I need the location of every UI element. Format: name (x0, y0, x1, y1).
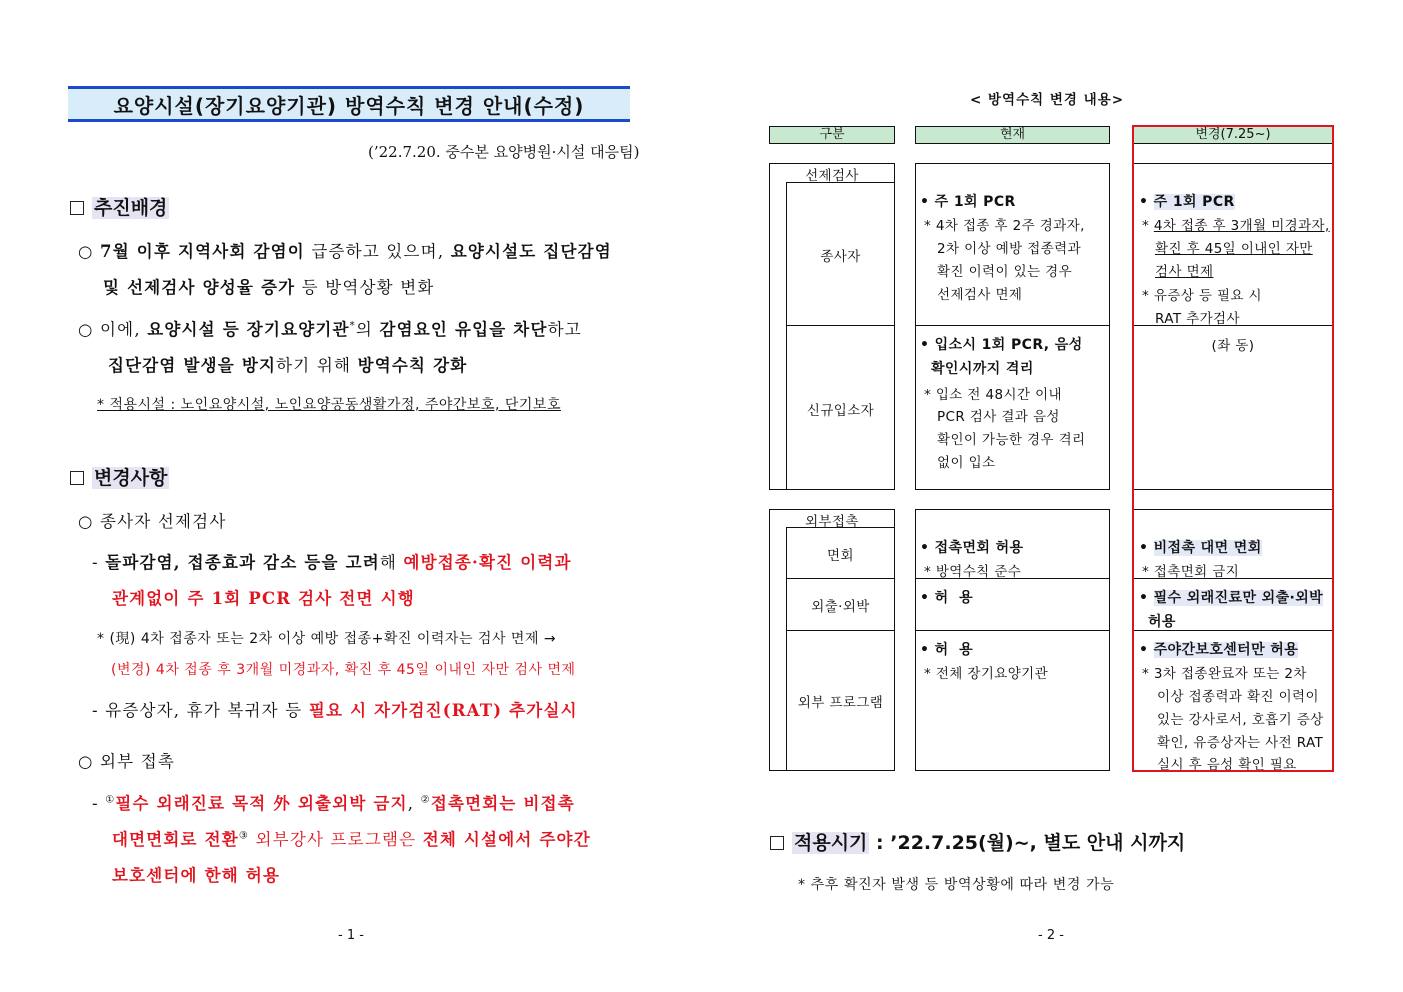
new-current-note-2: PCR 검사 결과 음성 (937, 409, 1060, 425)
visit-current-main (920, 537, 1023, 557)
prog-change-note-3: 있는 강사로서, 호흡기 증상 (1157, 712, 1324, 728)
pcm-text: 허 용 (934, 642, 974, 658)
note-1-line-2: (변경) 4차 접종 후 3개월 미경과자, 확진 후 45일 이내인 자만 검사 면제 (111, 662, 576, 678)
staff-current-note-4: 선제검사 면제 (937, 287, 1023, 303)
p2-sup: * (349, 320, 356, 332)
d2-a: 유증상자, 휴가 복귀자 등 (105, 701, 309, 720)
header-category: 구분 (769, 126, 895, 144)
circle-bullet-icon: ○ (78, 752, 101, 771)
checkbox-square-icon (70, 201, 84, 215)
out-change-line-2: 허용 (1148, 614, 1176, 630)
dot-bullet: • (1139, 540, 1154, 556)
staff-change-note-3: 검사 면제 (1155, 264, 1214, 280)
new-current-note-3: 확인이 가능한 경우 격리 (937, 432, 1086, 448)
prog-change-note-5: 실시 후 음성 확인 필요 (1157, 757, 1297, 773)
dot-bullet: • (920, 642, 935, 658)
d1-b: 해 (379, 553, 404, 572)
p1l2-bold: 및 선제검사 양성율 증가 (103, 278, 296, 297)
d1-c: 예방접종·확진 이력과 (403, 553, 572, 572)
p2l2-b: 하기 위해 (276, 356, 358, 375)
d3l2-c: 전체 시설에서 주야간 (422, 830, 591, 849)
group-label-prescreen: 선제검사 (805, 168, 859, 184)
facility-note: * 적용시설 : 노인요양시설, 노인요양공동생활가정, 주야간보호, 단기보호 (97, 397, 561, 413)
staff-change-note-1: * 4차 접종 후 3개월 미경과자, (1142, 218, 1330, 234)
change-column-highlight-frame (1132, 125, 1334, 772)
dot-bullet: • (920, 194, 935, 210)
circle-bullet-icon: ○ (78, 242, 101, 261)
d3-a: 필수 외래진료 목적 外 외출외박 금지 (115, 794, 408, 813)
dash-item-3-line-3: 보호센터에 한해 허용 (112, 866, 281, 885)
checkbox-square-icon (770, 836, 784, 850)
page-title-box (68, 86, 630, 122)
scm-text: 주 1회 PCR (934, 194, 1016, 210)
d3-circle-2: ② (420, 794, 431, 806)
apply-heading-a: 적용시기 (794, 832, 868, 854)
staff-current-note-3: 확진 이력이 있는 경우 (937, 264, 1073, 280)
p2-d: 감염요인 유입을 차단 (379, 320, 548, 339)
new-current-main-2: 확인시까지 격리 (931, 361, 1034, 377)
new-current-note-4: 없이 입소 (937, 455, 996, 471)
page-title: 요양시설(장기요양기관) 방역수칙 변경 안내(수정) (113, 93, 585, 118)
group-label-external: 외부접촉 (805, 514, 859, 530)
table-title: < 방역수칙 변경 내용> (970, 92, 1125, 108)
oc-text: 허 용 (934, 590, 974, 606)
row-label-staff: 종사자 (820, 249, 861, 265)
dot-bullet: • (920, 540, 935, 556)
d3-circle-3: ③ (238, 830, 250, 842)
row-label-new-resident: 신규입소자 (806, 403, 875, 419)
new-current-main-1 (920, 334, 1083, 354)
dash-item-2 (92, 697, 578, 721)
paragraph-1-line-1 (78, 238, 612, 262)
dash-bullet: - (92, 553, 106, 572)
row-label-program: 외부 프로그램 (797, 695, 884, 711)
vcg-text: 비접촉 대면 면회 (1153, 540, 1262, 556)
section-heading-text: 추진배경 (94, 197, 168, 219)
dot-bullet: • (920, 590, 935, 606)
d3-d: 접촉면회는 비접촉 (430, 794, 575, 813)
source-line: (’22.7.20. 중수본 요양병원·시설 대응팀) (368, 143, 640, 161)
staff-current-note-2: 2차 이상 예방 접종력과 (937, 241, 1082, 257)
sub2-text: 외부 접촉 (100, 752, 176, 771)
dot-bullet: • (1139, 642, 1154, 658)
dash-bullet: - (92, 701, 106, 720)
new-change-same: (좌 동) (1211, 338, 1255, 354)
header-current: 현재 (915, 126, 1110, 144)
prog-change-note-2: 이상 접종력과 확진 이력이 (1157, 689, 1319, 705)
staff-current-note-1: * 4차 접종 후 2주 경과자, (924, 218, 1085, 234)
dash-item-3-line-1 (92, 790, 575, 814)
checkbox-square-icon (70, 471, 84, 485)
section-heading-2-text: 변경사항 (94, 467, 168, 489)
page-number-2: - 2 - (1038, 928, 1064, 943)
p2-c: 의 (355, 320, 380, 339)
apply-heading-b: : ’22.7.25(월)~, 별도 안내 시까지 (869, 832, 1186, 854)
vcm-text: 접촉면회 허용 (934, 540, 1024, 556)
subheading-staff-test (78, 508, 226, 532)
subheading-external (78, 748, 175, 772)
staff-change-note-5: RAT 추가검사 (1155, 311, 1240, 327)
new-current-note-1: * 입소 전 48시간 이내 (924, 387, 1062, 403)
prog-change-note-4: 확인, 유증상자는 사전 RAT (1157, 735, 1324, 751)
dot-bullet: • (1139, 590, 1154, 606)
circle-bullet-icon: ○ (78, 320, 101, 339)
p1-plain-b: 급증하고 있으며, (304, 242, 451, 261)
paragraph-2-line-1 (78, 316, 582, 340)
note-1-line-1: * (現) 4차 접종자 또는 2차 이상 예방 접종+확진 이력자는 검사 면제 → (97, 631, 557, 647)
d1-a: 돌파감염, 접종효과 감소 등을 고려 (105, 553, 380, 572)
dash-bullet: - (92, 794, 106, 813)
dot-bullet: • (920, 337, 935, 353)
staff-current-main (920, 191, 1016, 211)
prog-change-note-1: * 3차 접종완료자 또는 2차 (1142, 666, 1307, 682)
p2-a: 이에, (100, 320, 148, 339)
circle-bullet-icon: ○ (78, 512, 101, 531)
p1l2-plain: 등 방역상황 변화 (295, 278, 435, 297)
ncm1-text: 입소시 1회 PCR, 음성 (934, 337, 1083, 353)
header-change: 변경(7.25~) (1133, 126, 1333, 144)
dot-bullet: • (1139, 194, 1154, 210)
staff-change-note-4: * 유증상 등 필요 시 (1142, 288, 1263, 304)
p1-bold-c: 요양시설도 집단감염 (450, 242, 612, 261)
section-heading-background (70, 193, 169, 220)
p2-e: 하고 (547, 320, 582, 339)
dash-item-1-line-1 (92, 549, 572, 573)
p2-b: 요양시설 등 장기요양기관 (147, 320, 350, 339)
d3-circle-1: ① (105, 794, 116, 806)
dash-item-3-line-2 (112, 826, 591, 850)
scn1-text: 4차 접종 후 3개월 미경과자, (1153, 218, 1330, 234)
p2l2-c: 방역수칙 강화 (357, 356, 468, 375)
sub1-text: 종사자 선제검사 (100, 512, 227, 531)
visit-change-note: * 접촉면회 금지 (1142, 564, 1240, 580)
prog-current-note: * 전체 장기요양기관 (924, 666, 1049, 682)
row-label-visit: 면회 (827, 548, 854, 564)
section-heading-2 (70, 463, 169, 490)
ocg1-text: 필수 외래진료만 외출·외박 (1153, 590, 1324, 606)
p2l2-a: 집단감염 발생을 방지 (108, 356, 277, 375)
d3l2-b: 외부강사 프로그램은 (249, 830, 423, 849)
apply-note: * 추후 확진자 발생 등 방역상황에 따라 변경 가능 (798, 877, 1115, 893)
paragraph-1-line-2 (103, 274, 435, 298)
p1-bold-a: 7월 이후 지역사회 감염이 (100, 242, 305, 261)
dash-item-1-line-2: 관계없이 주 1회 PCR 검사 전면 시행 (112, 589, 415, 608)
d3l2-a: 대면면회로 전환 (112, 830, 239, 849)
page-number-1: - 1 - (338, 928, 364, 943)
current-divider-2 (915, 630, 1110, 631)
staff-change-note-2: 확진 후 45일 이내인 자만 (1155, 241, 1313, 257)
apply-heading (770, 828, 1185, 855)
pcg-text: 주야간보호센터만 허용 (1153, 642, 1299, 658)
row-label-outing: 외출·외박 (811, 599, 870, 615)
prog-current-main (920, 639, 973, 659)
visit-current-note: * 방역수칙 준수 (924, 564, 1022, 580)
d2-b: 필요 시 자가검진(RAT) 추가실시 (308, 701, 578, 720)
paragraph-2-line-2 (108, 352, 467, 376)
scg-main-text: 주 1회 PCR (1153, 194, 1235, 210)
out-current (920, 587, 973, 607)
d3-b: , (407, 794, 421, 813)
